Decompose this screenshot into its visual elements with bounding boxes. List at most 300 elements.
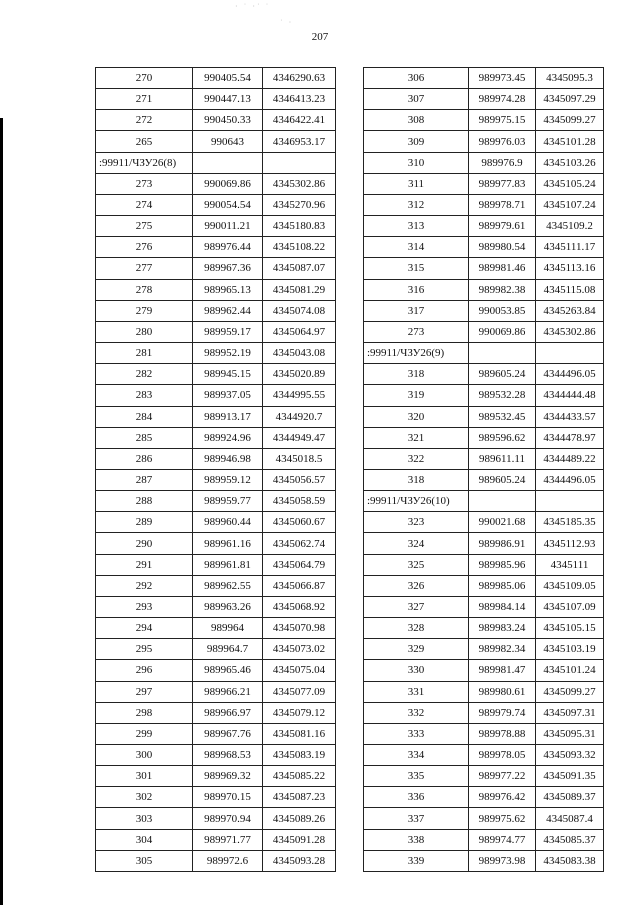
table-row xyxy=(96,216,336,237)
table-row xyxy=(96,173,336,194)
x-coordinate-cell: 989961.16 xyxy=(193,533,263,554)
table-row xyxy=(364,279,604,300)
y-coordinate-cell: 4345099.27 xyxy=(536,681,604,702)
x-coordinate-cell: 989985.06 xyxy=(469,575,536,596)
table-row xyxy=(96,681,336,702)
table-row xyxy=(364,702,604,723)
point-number-cell: 335 xyxy=(364,766,469,787)
x-coordinate-cell: 989976.03 xyxy=(469,131,536,152)
table-row xyxy=(364,618,604,639)
x-coordinate-cell: 989985.96 xyxy=(469,554,536,575)
y-coordinate-cell: 4346290.63 xyxy=(263,68,336,89)
x-coordinate-cell: 989975.62 xyxy=(469,808,536,829)
x-coordinate-cell: 989982.38 xyxy=(469,279,536,300)
table-row xyxy=(364,364,604,385)
table-row xyxy=(364,512,604,533)
y-coordinate-cell: 4345085.22 xyxy=(263,766,336,787)
y-coordinate-cell: 4345099.27 xyxy=(536,110,604,131)
y-coordinate-cell: 4345074.08 xyxy=(263,300,336,321)
x-coordinate-cell: 989970.94 xyxy=(193,808,263,829)
table-row xyxy=(364,385,604,406)
x-coordinate-cell: 989982.34 xyxy=(469,639,536,660)
point-number-cell: 300 xyxy=(96,745,193,766)
x-coordinate-cell: 989913.17 xyxy=(193,406,263,427)
point-number-cell: 282 xyxy=(96,364,193,385)
table-row xyxy=(364,850,604,871)
table-row xyxy=(96,385,336,406)
y-coordinate-cell: 4345064.79 xyxy=(263,554,336,575)
x-coordinate-cell: 989966.21 xyxy=(193,681,263,702)
point-number-cell: 285 xyxy=(96,427,193,448)
point-number-cell: 307 xyxy=(364,89,469,110)
point-number-cell: 289 xyxy=(96,512,193,533)
y-coordinate-cell: 4345060.67 xyxy=(263,512,336,533)
y-coordinate-cell: 4345058.59 xyxy=(263,491,336,512)
y-coordinate-cell: 4345077.09 xyxy=(263,681,336,702)
y-coordinate-cell: 4345089.26 xyxy=(263,808,336,829)
point-number-cell: 336 xyxy=(364,787,469,808)
table-row xyxy=(364,343,604,364)
x-coordinate-cell: 990447.13 xyxy=(193,89,263,110)
x-coordinate-cell: 989937.05 xyxy=(193,385,263,406)
y-coordinate-cell: 4346413.23 xyxy=(263,89,336,110)
x-coordinate-cell: 989975.15 xyxy=(469,110,536,131)
x-coordinate-cell: 989952.19 xyxy=(193,343,263,364)
x-coordinate-cell: 989967.36 xyxy=(193,258,263,279)
table-row xyxy=(364,152,604,173)
x-coordinate-cell: 989974.77 xyxy=(469,829,536,850)
y-coordinate-cell: 4345270.96 xyxy=(263,194,336,215)
table-row xyxy=(364,321,604,342)
point-number-cell: 309 xyxy=(364,131,469,152)
x-coordinate-cell: 989979.74 xyxy=(469,702,536,723)
x-coordinate-cell: 989965.13 xyxy=(193,279,263,300)
table-row xyxy=(364,681,604,702)
table-row xyxy=(364,258,604,279)
y-coordinate-cell: 4345062.74 xyxy=(263,533,336,554)
y-coordinate-cell: 4345089.37 xyxy=(536,787,604,808)
table-row xyxy=(364,723,604,744)
point-number-cell: 310 xyxy=(364,152,469,173)
point-number-cell: 276 xyxy=(96,237,193,258)
point-number-cell: 308 xyxy=(364,110,469,131)
y-coordinate-cell: 4345091.35 xyxy=(536,766,604,787)
x-coordinate-cell: 989960.44 xyxy=(193,512,263,533)
point-number-cell: 295 xyxy=(96,639,193,660)
y-coordinate-cell: 4345043.08 xyxy=(263,343,336,364)
point-number-cell: 330 xyxy=(364,660,469,681)
y-coordinate-cell: 4345018.5 xyxy=(263,448,336,469)
point-number-cell: 320 xyxy=(364,406,469,427)
table-row xyxy=(96,766,336,787)
table-row xyxy=(96,575,336,596)
y-coordinate-cell: 4345113.16 xyxy=(536,258,604,279)
scan-noise-mark: ˙ · xyxy=(280,18,294,27)
y-coordinate-cell: 4346953.17 xyxy=(263,131,336,152)
y-coordinate-cell: 4345068.92 xyxy=(263,596,336,617)
x-coordinate-cell xyxy=(193,152,263,173)
x-coordinate-cell: 989976.42 xyxy=(469,787,536,808)
point-number-cell: 305 xyxy=(96,850,193,871)
table-row xyxy=(364,173,604,194)
point-number-cell: 319 xyxy=(364,385,469,406)
y-coordinate-cell: 4344995.55 xyxy=(263,385,336,406)
x-coordinate-cell: 989532.45 xyxy=(469,406,536,427)
table-row xyxy=(96,639,336,660)
x-coordinate-cell: 990053.85 xyxy=(469,300,536,321)
page-number: 207 xyxy=(311,31,329,43)
point-number-cell: 296 xyxy=(96,660,193,681)
x-coordinate-cell: 989596.62 xyxy=(469,427,536,448)
x-coordinate-cell: 989971.77 xyxy=(193,829,263,850)
point-number-cell: 329 xyxy=(364,639,469,660)
x-coordinate-cell: 989978.71 xyxy=(469,194,536,215)
table-row xyxy=(364,300,604,321)
point-number-cell: 287 xyxy=(96,469,193,490)
table-row xyxy=(364,575,604,596)
x-coordinate-cell: 990405.54 xyxy=(193,68,263,89)
y-coordinate-cell: 4345095.31 xyxy=(536,723,604,744)
x-coordinate-cell: 989924.96 xyxy=(193,427,263,448)
x-coordinate-cell: 989986.91 xyxy=(469,533,536,554)
x-coordinate-cell: 989978.88 xyxy=(469,723,536,744)
y-coordinate-cell: 4345073.02 xyxy=(263,639,336,660)
point-number-cell: 332 xyxy=(364,702,469,723)
table-row xyxy=(96,279,336,300)
table-row xyxy=(364,808,604,829)
table-row xyxy=(96,343,336,364)
x-coordinate-cell: 989968.53 xyxy=(193,745,263,766)
coordinates-table-right xyxy=(363,67,604,872)
x-coordinate-cell: 989979.61 xyxy=(469,216,536,237)
table-row xyxy=(96,364,336,385)
y-coordinate-cell: 4345085.37 xyxy=(536,829,604,850)
point-number-cell: 324 xyxy=(364,533,469,554)
point-number-cell: 273 xyxy=(364,321,469,342)
y-coordinate-cell: 4345093.28 xyxy=(263,850,336,871)
x-coordinate-cell: 989959.77 xyxy=(193,491,263,512)
point-number-cell: 321 xyxy=(364,427,469,448)
y-coordinate-cell: 4345087.4 xyxy=(536,808,604,829)
y-coordinate-cell: 4345302.86 xyxy=(536,321,604,342)
point-number-cell: 275 xyxy=(96,216,193,237)
x-coordinate-cell: 989946.98 xyxy=(193,448,263,469)
y-coordinate-cell: 4345109.2 xyxy=(536,216,604,237)
y-coordinate-cell: 4345081.16 xyxy=(263,723,336,744)
x-coordinate-cell: 989984.14 xyxy=(469,596,536,617)
point-number-cell: 272 xyxy=(96,110,193,131)
table-row xyxy=(364,596,604,617)
y-coordinate-cell: 4345111.17 xyxy=(536,237,604,258)
point-number-cell: 306 xyxy=(364,68,469,89)
x-coordinate-cell: 989983.24 xyxy=(469,618,536,639)
table-row xyxy=(364,216,604,237)
x-coordinate-cell: 989980.61 xyxy=(469,681,536,702)
section-code-cell: :99911/ЧЗУ26(9) xyxy=(364,343,469,364)
point-number-cell: 293 xyxy=(96,596,193,617)
y-coordinate-cell: 4345087.23 xyxy=(263,787,336,808)
x-coordinate-cell: 989973.45 xyxy=(469,68,536,89)
point-number-cell: 315 xyxy=(364,258,469,279)
scan-edge-bar xyxy=(0,118,3,905)
x-coordinate-cell: 989967.76 xyxy=(193,723,263,744)
point-number-cell: 311 xyxy=(364,173,469,194)
point-number-cell: 322 xyxy=(364,448,469,469)
table-row xyxy=(96,850,336,871)
table-row xyxy=(96,723,336,744)
x-coordinate-cell: 989965.46 xyxy=(193,660,263,681)
x-coordinate-cell: 989532.28 xyxy=(469,385,536,406)
y-coordinate-cell: 4345180.83 xyxy=(263,216,336,237)
y-coordinate-cell: 4345093.32 xyxy=(536,745,604,766)
coordinates-table-left xyxy=(95,67,336,872)
x-coordinate-cell: 989959.12 xyxy=(193,469,263,490)
point-number-cell: 291 xyxy=(96,554,193,575)
table-row xyxy=(364,829,604,850)
table-row xyxy=(96,702,336,723)
y-coordinate-cell: 4345070.98 xyxy=(263,618,336,639)
x-coordinate-cell: 990643 xyxy=(193,131,263,152)
y-coordinate-cell: 4345083.38 xyxy=(536,850,604,871)
y-coordinate-cell: 4345091.28 xyxy=(263,829,336,850)
point-number-cell: 317 xyxy=(364,300,469,321)
section-code-cell: :99911/ЧЗУ26(10) xyxy=(364,491,469,512)
table-row xyxy=(96,787,336,808)
table-row xyxy=(96,618,336,639)
table-row xyxy=(364,237,604,258)
x-coordinate-cell: 990069.86 xyxy=(469,321,536,342)
y-coordinate-cell: 4344920.7 xyxy=(263,406,336,427)
y-coordinate-cell: 4345108.22 xyxy=(263,237,336,258)
point-number-cell: 298 xyxy=(96,702,193,723)
table-row xyxy=(96,110,336,131)
y-coordinate-cell: 4345097.29 xyxy=(536,89,604,110)
point-number-cell: 290 xyxy=(96,533,193,554)
point-number-cell: 281 xyxy=(96,343,193,364)
y-coordinate-cell: 4345185.35 xyxy=(536,512,604,533)
y-coordinate-cell: 4345087.07 xyxy=(263,258,336,279)
table-row xyxy=(364,745,604,766)
y-coordinate-cell: 4345056.57 xyxy=(263,469,336,490)
x-coordinate-cell: 989605.24 xyxy=(469,469,536,490)
x-coordinate-cell: 989977.83 xyxy=(469,173,536,194)
point-number-cell: 299 xyxy=(96,723,193,744)
point-number-cell: 327 xyxy=(364,596,469,617)
x-coordinate-cell: 989973.98 xyxy=(469,850,536,871)
x-coordinate-cell: 989978.05 xyxy=(469,745,536,766)
table-row xyxy=(96,745,336,766)
point-number-cell: 297 xyxy=(96,681,193,702)
table-row xyxy=(96,406,336,427)
y-coordinate-cell: 4345081.29 xyxy=(263,279,336,300)
point-number-cell: 283 xyxy=(96,385,193,406)
x-coordinate-cell: 989963.26 xyxy=(193,596,263,617)
point-number-cell: 278 xyxy=(96,279,193,300)
point-number-cell: 277 xyxy=(96,258,193,279)
point-number-cell: 323 xyxy=(364,512,469,533)
y-coordinate-cell: 4345111 xyxy=(536,554,604,575)
table-row xyxy=(96,554,336,575)
point-number-cell: 312 xyxy=(364,194,469,215)
table-row xyxy=(96,194,336,215)
table-row xyxy=(96,152,336,173)
y-coordinate-cell: 4344489.22 xyxy=(536,448,604,469)
table-row xyxy=(96,533,336,554)
table-row xyxy=(364,194,604,215)
table-row xyxy=(364,639,604,660)
point-number-cell: 339 xyxy=(364,850,469,871)
x-coordinate-cell: 989966.97 xyxy=(193,702,263,723)
y-coordinate-cell: 4345075.04 xyxy=(263,660,336,681)
point-number-cell: 314 xyxy=(364,237,469,258)
y-coordinate-cell: 4345101.24 xyxy=(536,660,604,681)
x-coordinate-cell: 989959.17 xyxy=(193,321,263,342)
table-row xyxy=(364,406,604,427)
table-row xyxy=(96,829,336,850)
x-coordinate-cell: 989977.22 xyxy=(469,766,536,787)
point-number-cell: 318 xyxy=(364,364,469,385)
point-number-cell: 302 xyxy=(96,787,193,808)
y-coordinate-cell: 4345105.24 xyxy=(536,173,604,194)
y-coordinate-cell: 4345112.93 xyxy=(536,533,604,554)
x-coordinate-cell: 990021.68 xyxy=(469,512,536,533)
y-coordinate-cell: 4345095.3 xyxy=(536,68,604,89)
y-coordinate-cell: 4345103.26 xyxy=(536,152,604,173)
table-row xyxy=(364,131,604,152)
x-coordinate-cell: 990054.54 xyxy=(193,194,263,215)
x-coordinate-cell: 990069.86 xyxy=(193,173,263,194)
y-coordinate-cell: 4345064.97 xyxy=(263,321,336,342)
scan-noise-mark: · ˙ ·˙ ˙ xyxy=(235,2,271,11)
point-number-cell: 318 xyxy=(364,469,469,490)
y-coordinate-cell: 4345097.31 xyxy=(536,702,604,723)
point-number-cell: 301 xyxy=(96,766,193,787)
x-coordinate-cell xyxy=(469,491,536,512)
point-number-cell: 304 xyxy=(96,829,193,850)
table-row xyxy=(364,787,604,808)
point-number-cell: 338 xyxy=(364,829,469,850)
point-number-cell: 284 xyxy=(96,406,193,427)
table-row xyxy=(364,554,604,575)
point-number-cell: 303 xyxy=(96,808,193,829)
y-coordinate-cell: 4345263.84 xyxy=(536,300,604,321)
y-coordinate-cell: 4346422.41 xyxy=(263,110,336,131)
x-coordinate-cell: 989981.47 xyxy=(469,660,536,681)
y-coordinate-cell xyxy=(263,152,336,173)
y-coordinate-cell: 4344949.47 xyxy=(263,427,336,448)
table-row xyxy=(96,300,336,321)
point-number-cell: 333 xyxy=(364,723,469,744)
point-number-cell: 325 xyxy=(364,554,469,575)
table-row xyxy=(96,68,336,89)
table-row xyxy=(96,448,336,469)
table-row xyxy=(96,512,336,533)
point-number-cell: 270 xyxy=(96,68,193,89)
y-coordinate-cell: 4345020.89 xyxy=(263,364,336,385)
y-coordinate-cell: 4345107.09 xyxy=(536,596,604,617)
y-coordinate-cell: 4345107.24 xyxy=(536,194,604,215)
y-coordinate-cell xyxy=(536,491,604,512)
table-row xyxy=(364,766,604,787)
x-coordinate-cell: 989976.44 xyxy=(193,237,263,258)
x-coordinate-cell: 989969.32 xyxy=(193,766,263,787)
y-coordinate-cell: 4345101.28 xyxy=(536,131,604,152)
table-row xyxy=(364,68,604,89)
y-coordinate-cell: 4345302.86 xyxy=(263,173,336,194)
table-row xyxy=(96,89,336,110)
y-coordinate-cell: 4345115.08 xyxy=(536,279,604,300)
x-coordinate-cell: 989961.81 xyxy=(193,554,263,575)
point-number-cell: 265 xyxy=(96,131,193,152)
x-coordinate-cell: 989964 xyxy=(193,618,263,639)
y-coordinate-cell: 4345066.87 xyxy=(263,575,336,596)
point-number-cell: 326 xyxy=(364,575,469,596)
point-number-cell: 337 xyxy=(364,808,469,829)
x-coordinate-cell: 989962.55 xyxy=(193,575,263,596)
y-coordinate-cell: 4345083.19 xyxy=(263,745,336,766)
point-number-cell: 316 xyxy=(364,279,469,300)
y-coordinate-cell xyxy=(536,343,604,364)
point-number-cell: 288 xyxy=(96,491,193,512)
table-row xyxy=(364,491,604,512)
table-row xyxy=(364,110,604,131)
table-row xyxy=(96,660,336,681)
table-row xyxy=(96,321,336,342)
y-coordinate-cell: 4345109.05 xyxy=(536,575,604,596)
x-coordinate-cell: 989605.24 xyxy=(469,364,536,385)
x-coordinate-cell: 989962.44 xyxy=(193,300,263,321)
point-number-cell: 271 xyxy=(96,89,193,110)
x-coordinate-cell: 989980.54 xyxy=(469,237,536,258)
y-coordinate-cell: 4345079.12 xyxy=(263,702,336,723)
table-row xyxy=(364,469,604,490)
x-coordinate-cell: 990011.21 xyxy=(193,216,263,237)
table-row xyxy=(96,131,336,152)
table-row xyxy=(96,596,336,617)
y-coordinate-cell: 4345105.15 xyxy=(536,618,604,639)
x-coordinate-cell: 989945.15 xyxy=(193,364,263,385)
table-row xyxy=(96,258,336,279)
point-number-cell: 279 xyxy=(96,300,193,321)
table-row xyxy=(96,469,336,490)
point-number-cell: 294 xyxy=(96,618,193,639)
point-number-cell: 328 xyxy=(364,618,469,639)
y-coordinate-cell: 4344496.05 xyxy=(536,364,604,385)
x-coordinate-cell: 989974.28 xyxy=(469,89,536,110)
point-number-cell: 274 xyxy=(96,194,193,215)
x-coordinate-cell: 989972.6 xyxy=(193,850,263,871)
table-row xyxy=(364,660,604,681)
x-coordinate-cell: 990450.33 xyxy=(193,110,263,131)
table-row xyxy=(96,491,336,512)
table-row xyxy=(364,448,604,469)
y-coordinate-cell: 4345103.19 xyxy=(536,639,604,660)
point-number-cell: 334 xyxy=(364,745,469,766)
point-number-cell: 286 xyxy=(96,448,193,469)
x-coordinate-cell xyxy=(469,343,536,364)
point-number-cell: 292 xyxy=(96,575,193,596)
section-code-cell: :99911/ЧЗУ26(8) xyxy=(96,152,193,173)
x-coordinate-cell: 989976.9 xyxy=(469,152,536,173)
y-coordinate-cell: 4344433.57 xyxy=(536,406,604,427)
point-number-cell: 280 xyxy=(96,321,193,342)
table-row xyxy=(364,533,604,554)
table-row xyxy=(96,808,336,829)
y-coordinate-cell: 4344496.05 xyxy=(536,469,604,490)
x-coordinate-cell: 989611.11 xyxy=(469,448,536,469)
x-coordinate-cell: 989970.15 xyxy=(193,787,263,808)
table-row xyxy=(364,427,604,448)
